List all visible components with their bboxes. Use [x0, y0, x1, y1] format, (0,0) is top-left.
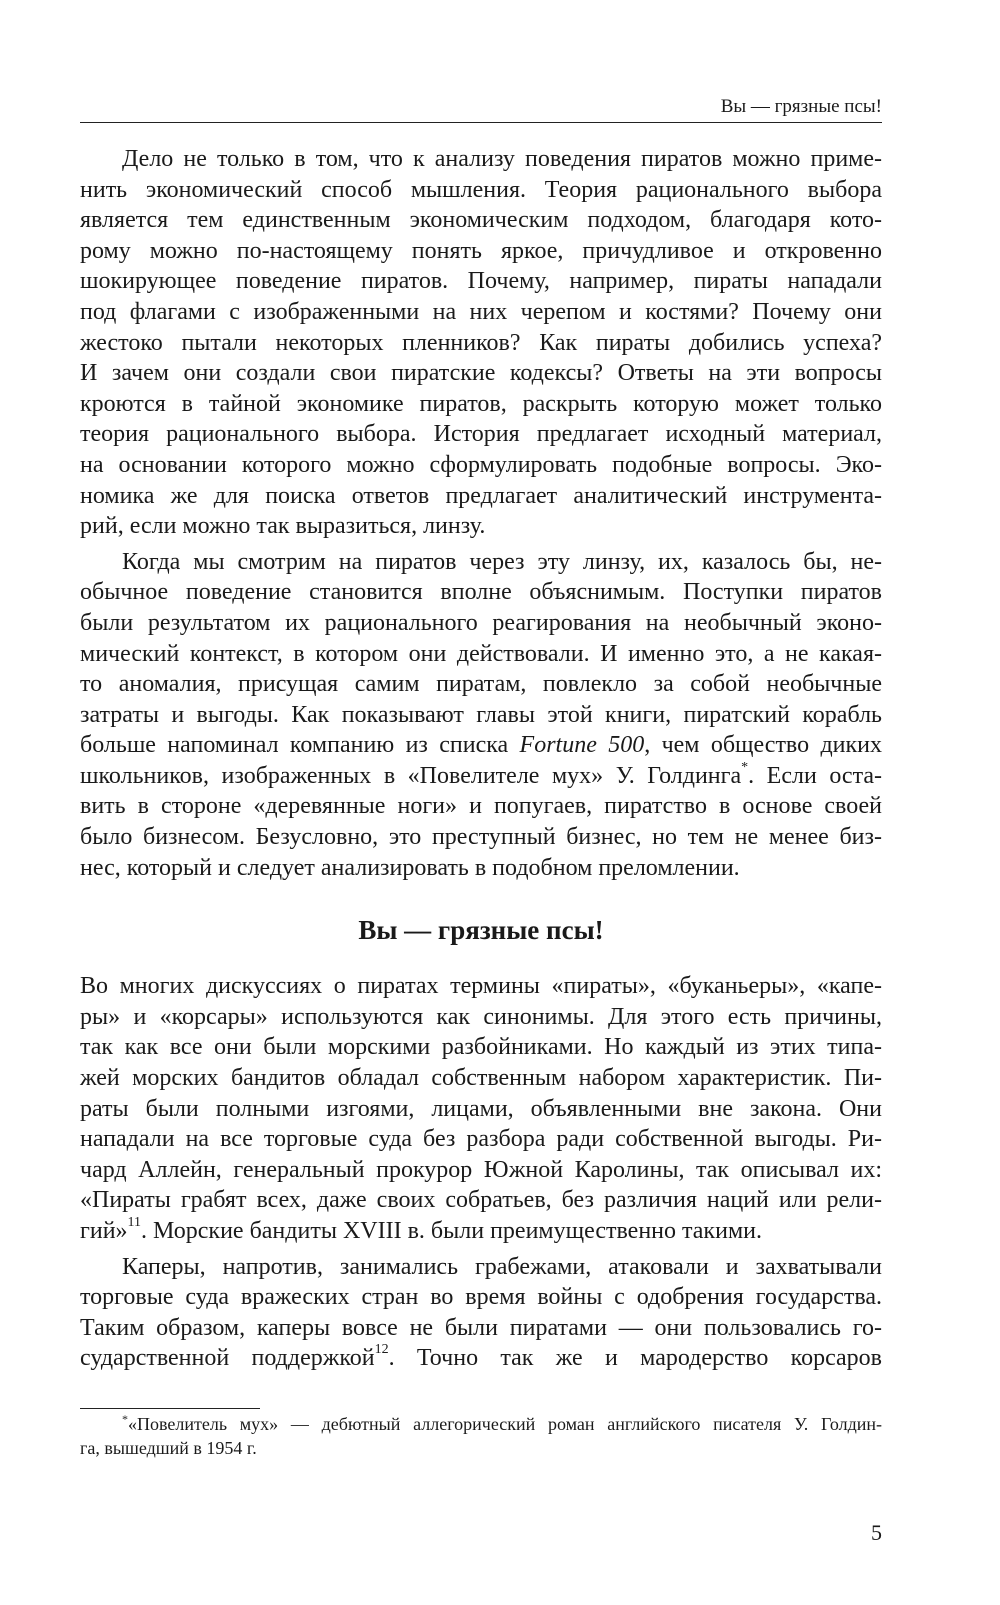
text-line: затраты и выгоды. Как показывают главы этой книги, пиратский корабль — [80, 701, 882, 728]
text-line: И зачем они создали свои пиратские кодексы? Ответы на эти вопросы — [80, 360, 882, 387]
text-line — [80, 730, 882, 761]
text-line: рому можно по-настоящему понять яркое, причудливое и откровенно — [80, 237, 882, 264]
text-line: шокирующее поведение пиратов. Почему, например, пираты нападали — [80, 268, 882, 295]
paragraph-2 — [80, 547, 882, 884]
text-line: раты были полными изгоями, лицами, объявленными вне закона. Они — [80, 1095, 882, 1122]
section-title: Вы — грязные псы! — [358, 915, 604, 946]
text-line: чард Аллейн, генеральный прокурор Южной Каролины, так описывал их: — [80, 1156, 882, 1183]
text-line: было бизнесом. Безусловно, это преступный бизнес, но тем не менее биз- — [80, 824, 882, 851]
text-line: под флагами с изображенными на них черепом и костями? Почему они — [80, 298, 882, 325]
text-segment: сударственной поддержкой — [80, 1345, 375, 1372]
text-segment: , чем общество диких — [644, 732, 883, 759]
text-line: «Пираты грабят всех, даже своих собратьев, без различия наций или рели- — [80, 1187, 882, 1214]
text-segment: школьников, изображенных в «Повелителе мух» У. Голдинга — [80, 762, 742, 789]
paragraph-3 — [80, 971, 882, 1246]
page-number: 5 — [871, 1520, 882, 1545]
text-line: нападали на все торговые суда без разбора ради собственной выгоды. Ри- — [80, 1126, 882, 1153]
text-line: были результатом их рационального реагирования на необычный эконо- — [80, 609, 882, 636]
running-head: Вы — грязные псы! — [720, 96, 882, 117]
text-line: то аномалия, присущая самим пиратам, повлекло за собой необычные — [80, 671, 882, 698]
text-line: Каперы, напротив, занимались грабежами, атаковали и захватывали — [122, 1253, 882, 1280]
text-line: Таким образом, каперы вовсе не были пиратами — они пользовались го- — [80, 1314, 882, 1341]
footnote-rule — [80, 1408, 260, 1409]
text-line: номика же для поиска ответов предлагает аналитический инструмента- — [80, 482, 882, 509]
text-segment: . Если оста- — [748, 762, 882, 789]
text-segment: «Повелитель мух» — дебютный аллегорический роман английского писателя У. Голдин- — [128, 1414, 882, 1434]
text-line: жестоко пытали некоторых пленников? Как пираты добились успеха? — [80, 329, 882, 356]
text-line — [80, 1343, 882, 1374]
footnote — [80, 1412, 882, 1460]
footnote-line: га, вышедший в 1954 г. — [80, 1438, 257, 1458]
endnote-marker-11[interactable]: 11 — [127, 1215, 142, 1230]
text-line: мический контекст, в котором они действовали. И именно это, а не какая- — [80, 640, 882, 667]
text-line: жей морских бандитов обладал собственным набором характеристик. Пи- — [80, 1065, 882, 1092]
footnote-mark: * — [122, 1412, 128, 1426]
paragraph-1 — [80, 144, 882, 542]
fortune-500-italic: Fortune 500 — [519, 732, 645, 759]
text-line: обычное поведение становится вполне объяснимым. Поступки пиратов — [80, 579, 882, 606]
text-line: торговые суда вражеских стран во время войны с одобрения государства. — [80, 1284, 882, 1311]
footnote-line — [80, 1412, 882, 1436]
text-line — [80, 1216, 882, 1247]
paragraph-4 — [80, 1252, 882, 1374]
text-line: теория рационального выбора. История предлагает исходный материал, — [80, 421, 882, 448]
text-line: так как все они были морскими разбойниками. Но каждый из этих типа- — [80, 1034, 882, 1061]
text-line: вить в стороне «деревянные ноги» и попугаев, пиратство в основе своей — [80, 793, 882, 820]
text-line: является тем единственным экономическим подходом, благодаря кото- — [80, 207, 882, 234]
text-line: рий, если можно так выразиться, линзу. — [80, 513, 486, 540]
endnote-marker-12[interactable]: 12 — [374, 1342, 389, 1358]
header-rule — [80, 122, 882, 123]
text-line: Когда мы смотрим на пиратов через эту линзу, их, казалось бы, не- — [122, 548, 882, 575]
text-segment: больше напоминал компанию из списка — [80, 732, 520, 759]
text-segment: гий» — [80, 1218, 128, 1244]
text-line: Дело не только в том, что к анализу поведения пиратов можно приме- — [122, 146, 882, 172]
body-text — [80, 144, 882, 1374]
text-segment: . Точно так же и мародерство корсаров — [388, 1345, 883, 1372]
text-line: нить экономический способ мышления. Теория рационального выбора — [80, 176, 882, 203]
text-line: на основании которого можно сформулировать подобные вопросы. Эко- — [80, 451, 882, 478]
text-line: ры» и «корсары» используются как синонимы. Для этого есть причины, — [80, 1003, 882, 1030]
text-line — [80, 761, 882, 792]
footnote-marker[interactable]: * — [741, 759, 749, 775]
text-segment: . Морские бандиты XVIII в. были преимущественно такими. — [141, 1218, 762, 1244]
text-line: нес, который и следует анализировать в подобном преломлении. — [80, 854, 740, 881]
text-line: кроются в тайной экономике пиратов, раскрыть которую может только — [80, 390, 882, 417]
text-line: Во многих дискуссиях о пиратах термины «пираты», «буканьеры», «капе- — [80, 973, 882, 1000]
